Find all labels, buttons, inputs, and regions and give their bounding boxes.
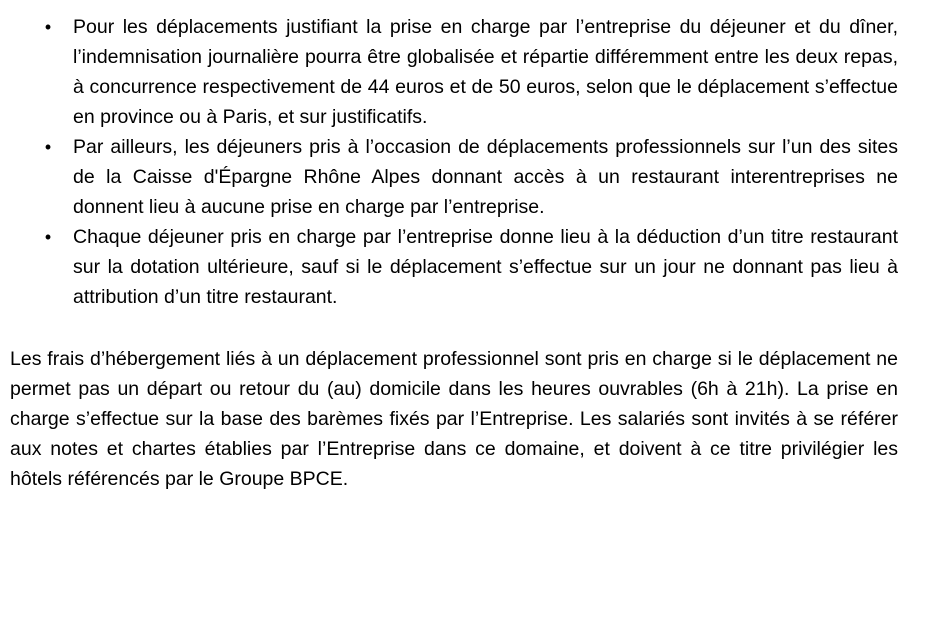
bullet-marker: • xyxy=(44,137,52,157)
bullet-marker: • xyxy=(44,17,52,37)
bullet-marker: • xyxy=(44,227,52,247)
bullet-text: Par ailleurs, les déjeuners pris à l’occasion de déplacements professionnels sur l’un des sites de la Caisse d'Épargne Rhône Alpes donnant accès à un restaurant interentreprises ne donnent lieu à aucune prise en charge par l’entreprise. xyxy=(73,136,898,218)
accommodation-paragraph: Les frais d’hébergement liés à un déplacement professionnel sont pris en charge si le déplacement ne permet pas un départ ou retour du (au) domicile dans les heures ouvrables (6h à 21h). La prise en charge s’effectue sur la base des barèmes fixés par l’Entreprise. Les salariés sont invités à se référer aux notes et chartes établies par l’Entreprise dans ce domaine, et doivent à ce titre privilégier les hôtels référencés par le Groupe BPCE. xyxy=(10,348,898,490)
bullet-item-meal-allowance xyxy=(0,12,952,132)
bullet-list xyxy=(0,12,952,312)
bullet-item-company-restaurant xyxy=(0,132,952,222)
bullet-text: Pour les déplacements justifiant la prise en charge par l’entreprise du déjeuner et du dîner, l’indemnisation journalière pourra être globalisée et répartie différemment entre les deux repas, à concurrence respectivement de 44 euros et de 50 euros, selon que le déplacement s’effectue en province ou à Paris, et sur justificatifs. xyxy=(73,16,898,128)
bullet-item-meal-voucher-deduction xyxy=(0,222,952,312)
bullet-text: Chaque déjeuner pris en charge par l’entreprise donne lieu à la déduction d’un titre restaurant sur la dotation ultérieure, sauf si le déplacement s’effectue sur un jour ne donnant pas lieu à attribution d’un titre restaurant. xyxy=(73,226,898,308)
